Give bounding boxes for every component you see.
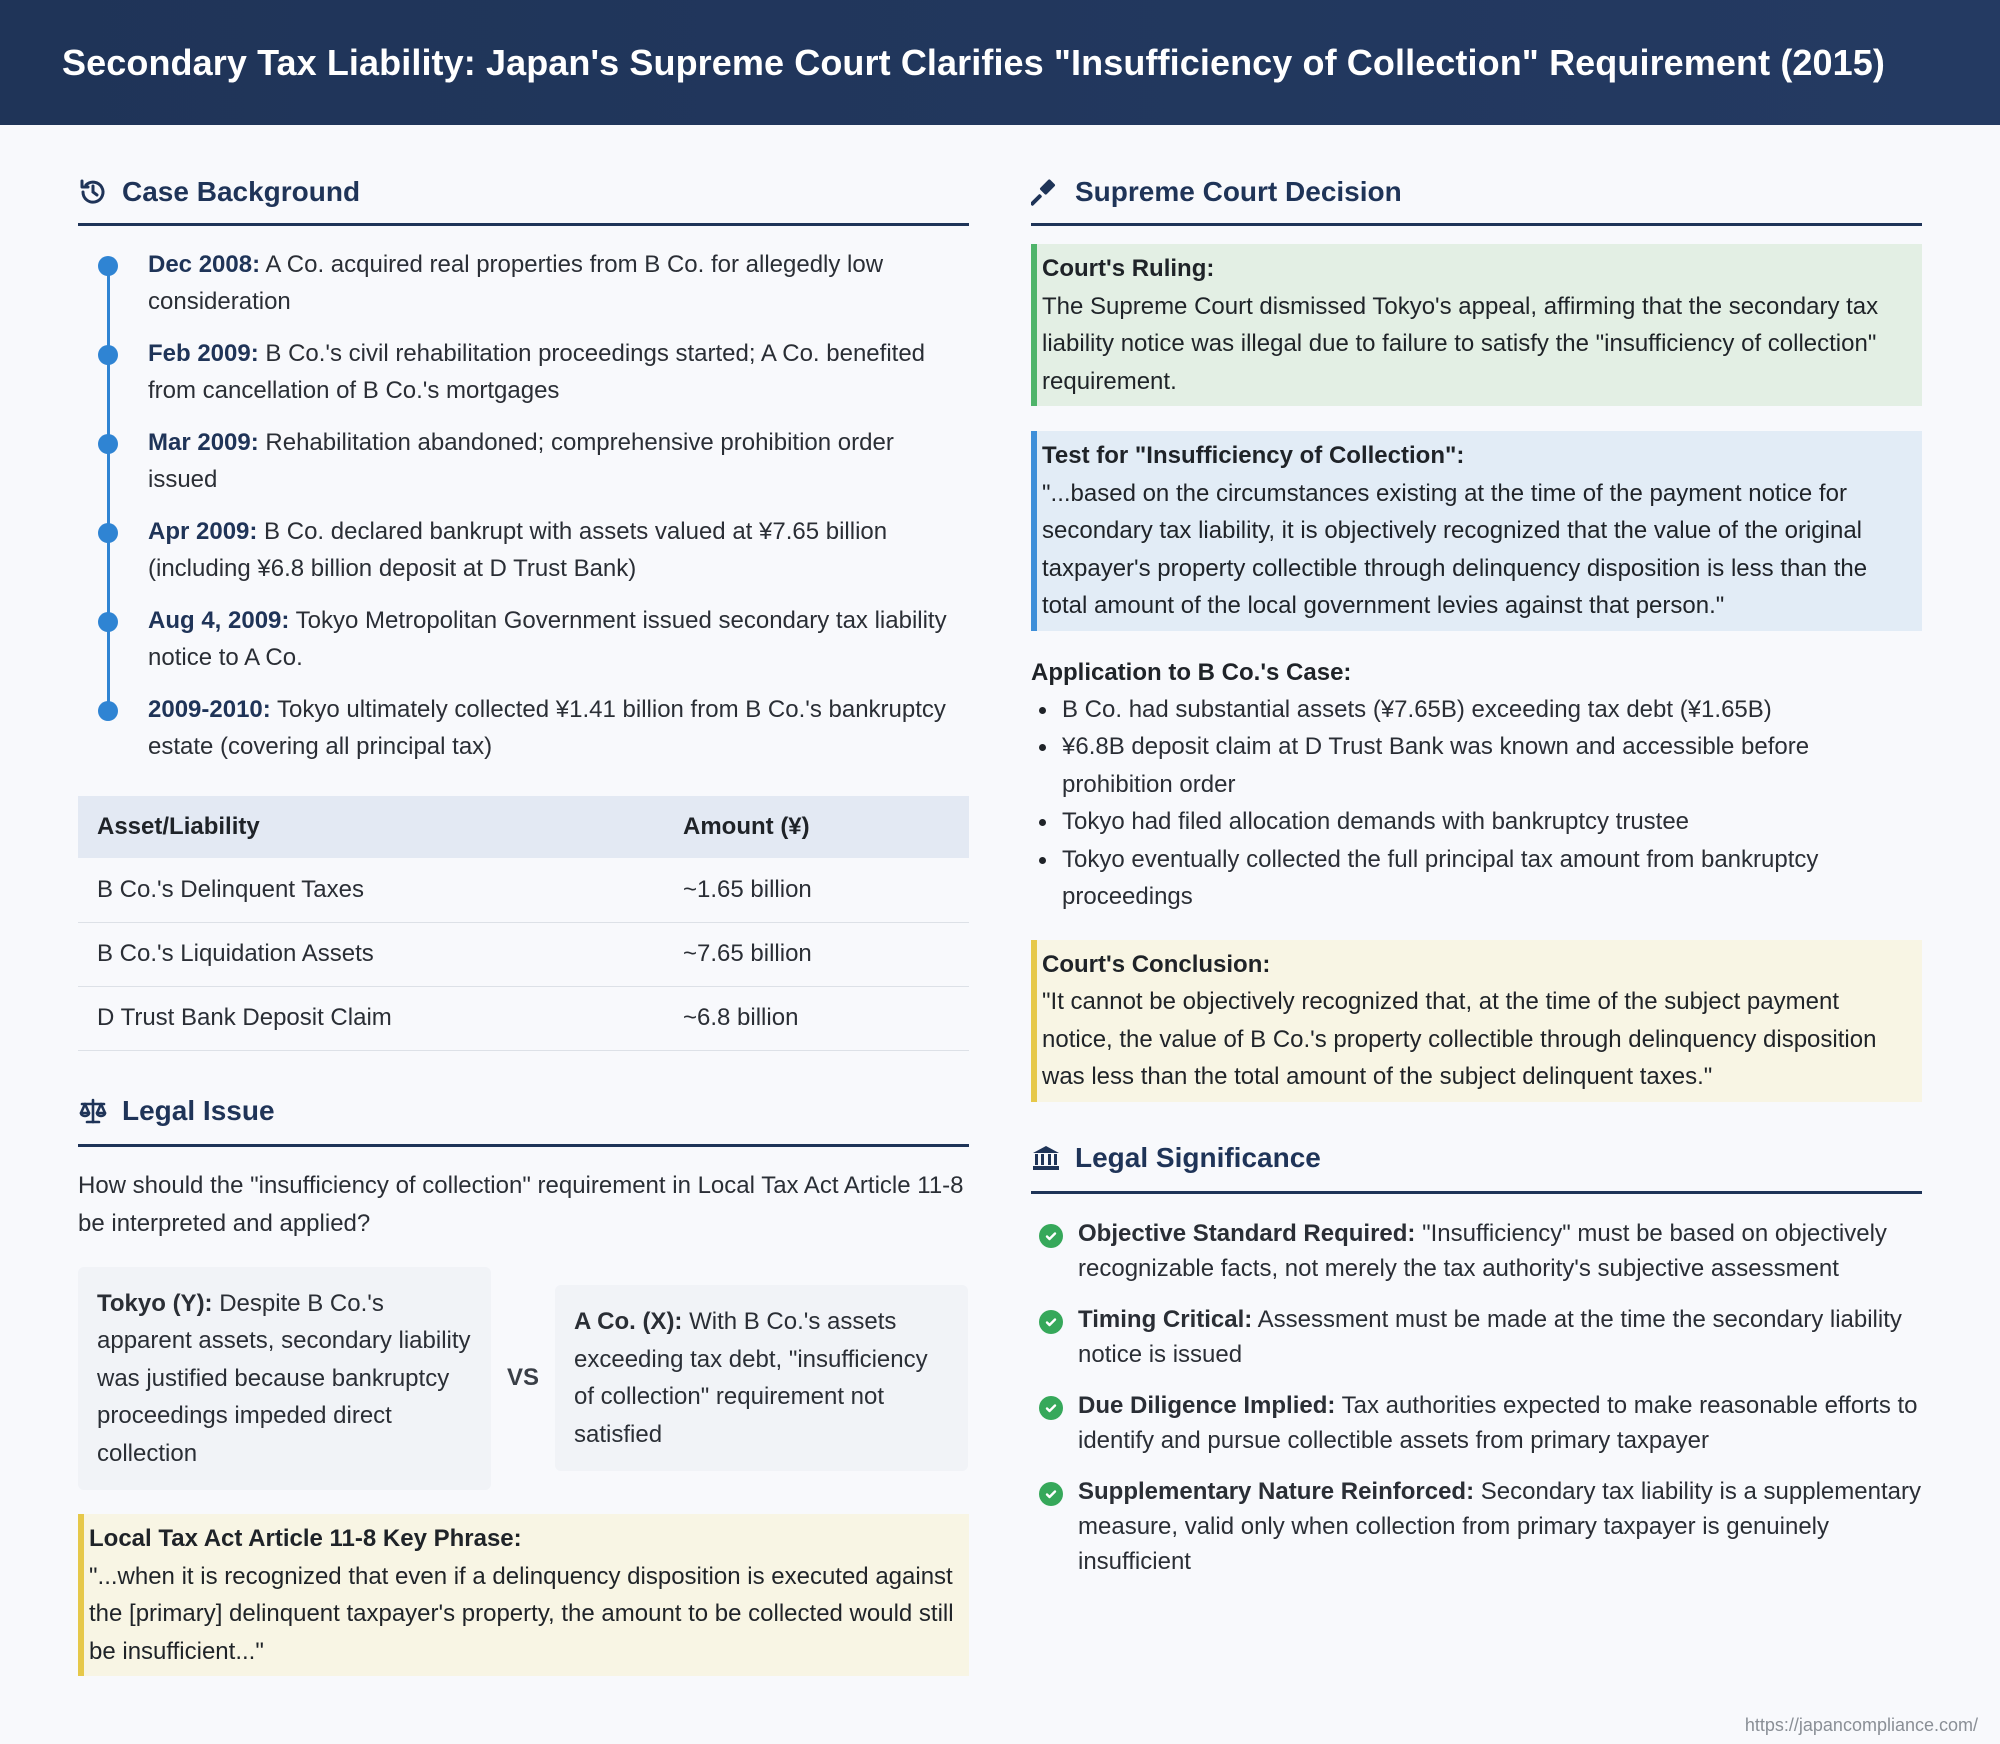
- timeline-text: B Co. declared bankrupt with assets valued at ¥7.65 billion (including ¥6.8 billion deposit at D Trust Bank): [148, 518, 888, 582]
- page-title: Secondary Tax Liability: Japan's Supreme Court Clarifies "Insufficiency of Collection" Requirement (2015): [62, 41, 1885, 83]
- significance-label: Due Diligence Implied:: [1078, 1391, 1336, 1419]
- table-cell: B Co.'s Delinquent Taxes: [78, 858, 664, 922]
- table-cell: ~7.65 billion: [664, 922, 969, 986]
- test-callout: [1031, 431, 1922, 631]
- table-row: [78, 922, 969, 986]
- timeline-text: Tokyo Metropolitan Government issued secondary tax liability notice to A Co.: [148, 607, 947, 671]
- significance-text: Secondary tax liability is a supplementary measure, valid only when collection from primary taxpayer is genuinely insufficient: [1078, 1477, 1921, 1575]
- gavel-icon: [1031, 177, 1061, 207]
- timeline-dot: [98, 701, 118, 721]
- vs-label: VS: [506, 1364, 539, 1392]
- timeline-text: B Co.'s civil rehabilitation proceedings started; A Co. benefited from cancellation of B Co.'s mortgages: [148, 340, 926, 404]
- case-background-header: [78, 125, 969, 226]
- test-text: "...based on the circumstances existing at the time of the payment notice for secondary tax liability, it is objectively recognized that the value of the original taxpayer's property collectible through delinquency disposition is less than the total amount of the local government levies against that person.": [1042, 479, 1868, 619]
- timeline-date: Mar 2009:: [148, 429, 259, 456]
- scales-icon: [78, 1096, 108, 1126]
- significance-title: Legal Significance: [1075, 1142, 1321, 1173]
- decision-header: [1031, 125, 1922, 226]
- tokyo-text: Despite B Co.'s apparent assets, secondary liability was justified because bankruptcy proceedings impeded direct collection: [97, 1289, 471, 1467]
- table-row: [78, 858, 969, 922]
- asset-table: [78, 796, 969, 1051]
- check-circle-icon: [1039, 1310, 1063, 1334]
- list-item: ¥6.8B deposit claim at D Trust Bank was known and accessible before prohibition order: [1031, 728, 1922, 803]
- party-comparison: [78, 1267, 969, 1491]
- timeline-date: Dec 2008:: [148, 251, 261, 278]
- table-cell: B Co.'s Liquidation Assets: [78, 922, 664, 986]
- test-title: Test for "Insufficiency of Collection":: [1042, 442, 1465, 469]
- significance-header: [1031, 1102, 1922, 1194]
- aco-text: With B Co.'s assets exceeding tax debt, "insufficiency of collection" requirement not satisfied: [574, 1308, 928, 1448]
- significance-item: [1031, 1302, 1922, 1372]
- list-item: Tokyo had filed allocation demands with bankruptcy trustee: [1031, 803, 1922, 841]
- check-circle-icon: [1039, 1224, 1063, 1248]
- significance-label: Supplementary Nature Reinforced:: [1078, 1477, 1475, 1505]
- legal-issue-title: Legal Issue: [122, 1095, 275, 1126]
- table-cell: ~1.65 billion: [664, 858, 969, 922]
- check-circle-icon: [1039, 1396, 1063, 1420]
- conclusion-title: Court's Conclusion:: [1042, 950, 1271, 978]
- institution-icon: [1031, 1143, 1061, 1173]
- left-column: [78, 125, 969, 1676]
- timeline-item: [148, 602, 969, 691]
- list-item: Tokyo eventually collected the full principal tax amount from bankruptcy proceedings: [1031, 841, 1922, 916]
- significance-label: Objective Standard Required:: [1078, 1219, 1416, 1247]
- table-cell: ~6.8 billion: [664, 986, 969, 1050]
- timeline-item: [148, 246, 969, 335]
- conclusion-callout: [1031, 940, 1922, 1102]
- timeline-text: A Co. acquired real properties from B Co. for allegedly low consideration: [148, 251, 884, 315]
- timeline-date: Feb 2009:: [148, 340, 259, 367]
- significance-text: "Insufficiency" must be based on objectively recognizable facts, not merely the tax authority's subjective assessment: [1078, 1219, 1887, 1282]
- timeline: [78, 246, 969, 780]
- footer-url[interactable]: https://japancompliance.com/: [1744, 1715, 1978, 1735]
- tokyo-label: Tokyo (Y):: [97, 1289, 213, 1317]
- timeline-item: [148, 335, 969, 424]
- aco-label: A Co. (X):: [574, 1308, 683, 1336]
- timeline-date: Aug 4, 2009:: [148, 607, 290, 634]
- key-phrase-title: Local Tax Act Article 11-8 Key Phrase:: [89, 1525, 522, 1552]
- column-header: Asset/Liability: [78, 796, 664, 858]
- list-item: B Co. had substantial assets (¥7.65B) exceeding tax debt (¥1.65B): [1031, 691, 1922, 729]
- table-header-row: [78, 796, 969, 858]
- table-row: [78, 986, 969, 1050]
- application-title: Application to B Co.'s Case:: [1031, 658, 1352, 686]
- timeline-date: 2009-2010:: [148, 696, 271, 723]
- conclusion-text: "It cannot be objectively recognized that, at the time of the subject payment notice, the value of B Co.'s property collectible through delinquency disposition was less than the total amount of the subject delinquent taxes.": [1042, 988, 1877, 1090]
- table-cell: D Trust Bank Deposit Claim: [78, 986, 664, 1050]
- significance-text: Assessment must be made at the time the secondary liability notice is issued: [1078, 1305, 1902, 1368]
- check-circle-icon: [1039, 1482, 1063, 1506]
- key-phrase-text: "...when it is recognized that even if a delinquency disposition is executed against the [primary] delinquent taxpayer's property, the amount to be collected would still be insufficient...": [89, 1562, 954, 1665]
- timeline-item: [148, 424, 969, 513]
- case-background-title: Case Background: [122, 176, 361, 207]
- history-icon: [78, 177, 108, 207]
- aco-position: [555, 1285, 968, 1471]
- key-phrase-callout: [78, 1514, 969, 1676]
- timeline-text: Tokyo ultimately collected ¥1.41 billion from B Co.'s bankruptcy estate (covering all principal tax): [148, 696, 946, 760]
- decision-title: Supreme Court Decision: [1075, 176, 1402, 207]
- timeline-date: Apr 2009:: [148, 518, 258, 545]
- legal-issue-header: [78, 1051, 969, 1147]
- timeline-text: Rehabilitation abandoned; comprehensive prohibition order issued: [148, 429, 894, 493]
- legal-question: How should the "insufficiency of collection" requirement in Local Tax Act Article 11-8 be interpreted and applied?: [78, 1171, 964, 1237]
- ruling-title: Court's Ruling:: [1042, 255, 1215, 282]
- column-header: Amount (¥): [664, 796, 969, 858]
- page-header: [0, 0, 2000, 125]
- significance-text: Tax authorities expected to make reasonable efforts to identify and pursue collectible assets from primary taxpayer: [1078, 1391, 1918, 1454]
- significance-item: [1031, 1388, 1922, 1458]
- ruling-text: The Supreme Court dismissed Tokyo's appeal, affirming that the secondary tax liability notice was illegal due to failure to satisfy the "insufficiency of collection" requirement.: [1042, 292, 1879, 395]
- timeline-item: [148, 691, 969, 780]
- right-column: [1031, 125, 1922, 1595]
- timeline-item: [148, 513, 969, 602]
- tokyo-position: [78, 1267, 491, 1491]
- significance-list: [1031, 1216, 1922, 1579]
- significance-label: Timing Critical:: [1078, 1305, 1253, 1333]
- application-list: [1031, 691, 1922, 916]
- ruling-callout: [1031, 244, 1922, 406]
- significance-item: [1031, 1474, 1922, 1579]
- significance-item: [1031, 1216, 1922, 1286]
